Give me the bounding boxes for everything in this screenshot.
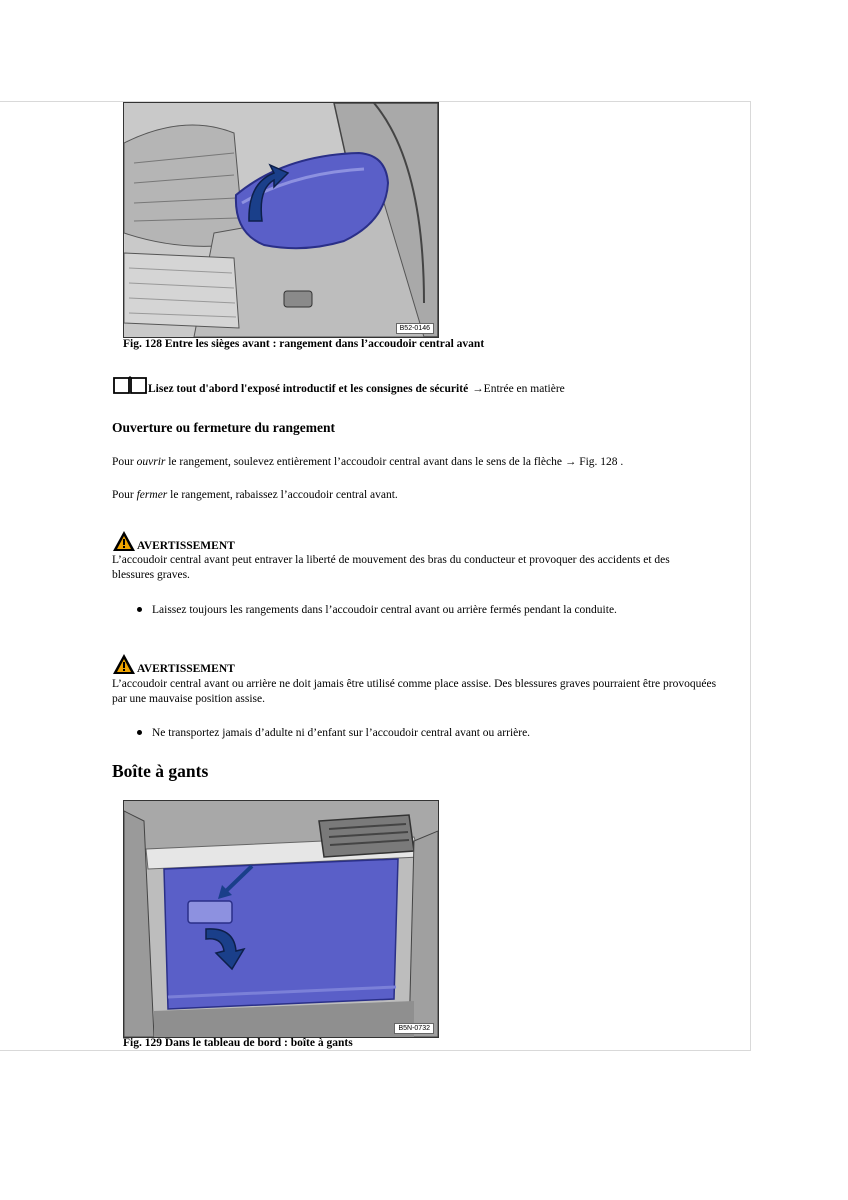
text-fragment: Pour — [112, 456, 137, 468]
warning-title-text: AVERTISSEMENT — [137, 663, 235, 675]
figure-129-image — [123, 800, 439, 1038]
intro-line — [112, 375, 565, 395]
armrest-illustration — [124, 103, 438, 337]
intro-link[interactable]: →Entrée en matière — [472, 383, 565, 395]
figure-129-caption: Fig. 129 Dans le tableau de bord : boîte à gants — [123, 1037, 353, 1049]
warning-text-1: L’accoudoir central avant peut entraver la liberté de mouvement des bras du conducteur et provoquer des accidents et des blessures graves. — [112, 554, 670, 581]
emphasis-close: fermer — [136, 489, 168, 501]
section-heading-storage: Ouverture ou fermeture du rangement — [112, 420, 335, 435]
text-fragment: le rangement, soulevez entièrement l’accoudoir central avant dans le sens de la flèche — [165, 456, 565, 468]
figure-ref-link[interactable]: → Fig. 128 — [564, 456, 618, 468]
warning-icon — [112, 530, 136, 552]
warning-title-2 — [112, 653, 235, 675]
paragraph-close — [112, 488, 398, 503]
figure-128-caption: Fig. 128 Entre les sièges avant : rangement dans l’accoudoir central avant — [123, 338, 485, 350]
emphasis-open: ouvrir — [136, 456, 166, 468]
warning-title-text: AVERTISSEMENT — [137, 540, 235, 552]
book-icon — [112, 375, 148, 395]
figure-128-image — [123, 102, 439, 338]
section-heading-glovebox: Boîte à gants — [112, 761, 209, 781]
warning-bullet-1: Laissez toujours les rangements dans l’accoudoir central avant ou arrière fermés pendant la conduite. — [137, 604, 617, 616]
glovebox-illustration — [124, 801, 438, 1037]
warning-title-1 — [112, 530, 235, 552]
paragraph-open — [112, 455, 623, 470]
warning-text-2: L’accoudoir central avant ou arrière ne doit jamais être utilisé comme place assise. Des blessures graves pourraient être provoquées par une mauvaise position assise. — [112, 678, 717, 705]
intro-text: Lisez tout d'abord l'exposé introductif et les consignes de sécurité — [148, 383, 469, 395]
figure-code: B5N-0732 — [394, 1023, 434, 1034]
warning-icon — [112, 653, 136, 675]
text-fragment: . — [617, 456, 624, 468]
text-fragment: le rangement, rabaissez l’accoudoir central avant. — [167, 489, 398, 501]
text-fragment: Pour — [112, 489, 137, 501]
warning-bullet-2: Ne transportez jamais d’adulte ni d’enfant sur l’accoudoir central avant ou arrière. — [137, 727, 530, 739]
figure-code: B52-0146 — [396, 323, 434, 334]
